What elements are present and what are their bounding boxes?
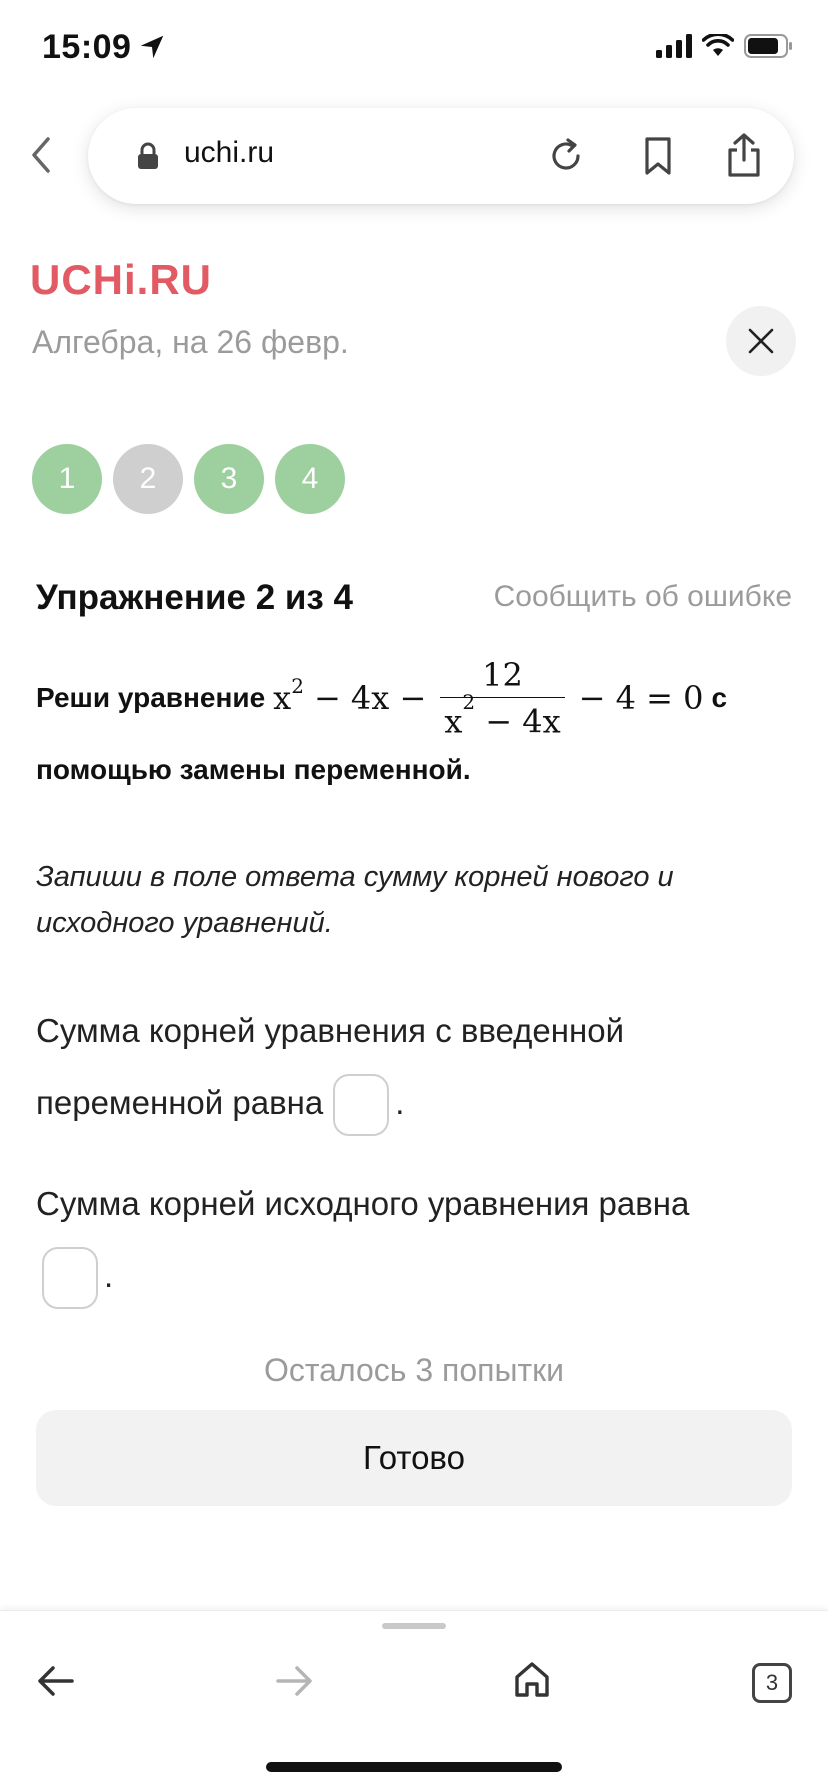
lesson-subtitle: Алгебра, на 26 февр. <box>32 324 349 360</box>
step-4[interactable]: 4 <box>275 444 345 514</box>
question-1 <box>36 995 796 1139</box>
back-arrow-icon[interactable] <box>36 1663 76 1699</box>
forward-arrow-icon[interactable] <box>274 1663 314 1699</box>
eq-tail: − 4 = 0 <box>578 679 704 717</box>
home-indicator <box>266 1762 562 1772</box>
attempts-left: Осталось 3 попытки <box>263 1352 565 1388</box>
share-icon[interactable] <box>724 132 764 178</box>
wifi-icon <box>702 34 734 58</box>
reload-icon[interactable] <box>546 136 586 176</box>
close-icon <box>746 326 776 356</box>
task-suffix: с <box>711 682 728 713</box>
eq-numerator: 12 <box>482 655 523 694</box>
status-indicators <box>656 34 792 58</box>
done-button[interactable]: Готово <box>36 1410 792 1506</box>
step-2[interactable]: 2 <box>113 444 183 514</box>
eq-minus-4x: − 4x − <box>313 679 427 717</box>
browser-back-icon[interactable] <box>26 135 56 175</box>
bookmark-icon[interactable] <box>640 136 676 176</box>
uchi-logo[interactable]: UCHi.RU <box>30 256 212 303</box>
step-3[interactable]: 3 <box>194 444 264 514</box>
question-2 <box>36 1168 796 1312</box>
url-text[interactable]: uchi.ru <box>184 136 275 169</box>
q1-text-a: Сумма корней уравнения с введенной <box>36 1012 625 1049</box>
q1-period: . <box>395 1084 405 1121</box>
task-statement <box>36 650 796 784</box>
home-icon[interactable] <box>512 1659 552 1699</box>
q2-period: . <box>104 1257 114 1294</box>
tabs-button[interactable]: 3 <box>752 1663 792 1703</box>
eq-denominator <box>440 689 564 741</box>
exercise-steps <box>32 444 345 514</box>
eq-x: x <box>273 679 292 717</box>
q2-text: Сумма корней исходного уравнения равна <box>36 1185 690 1222</box>
equation <box>273 655 704 741</box>
battery-icon <box>744 34 792 58</box>
eq-exp: 2 <box>291 674 304 698</box>
eq-den-rest: − 4x <box>485 702 561 741</box>
eq-den-x: x <box>444 702 463 741</box>
status-bar <box>0 0 828 100</box>
task-prefix: Реши уравнение <box>36 682 266 713</box>
address-bar[interactable] <box>88 108 794 204</box>
location-arrow-icon <box>137 32 167 62</box>
report-error-link[interactable]: Сообщить об ошибке <box>493 580 792 613</box>
eq-den-exp: 2 <box>462 689 476 714</box>
step-1[interactable]: 1 <box>32 444 102 514</box>
grab-handle[interactable] <box>382 1623 446 1629</box>
signal-icon <box>656 34 692 58</box>
q1-text-b: переменной равна <box>36 1084 324 1121</box>
exercise-title: Упражнение 2 из 4 <box>36 578 353 617</box>
lock-icon <box>136 142 160 170</box>
task-hint: Запиши в поле ответа сумму корней нового и исходного уравнений. <box>36 861 674 939</box>
close-button[interactable] <box>726 306 796 376</box>
answer-input-2[interactable] <box>42 1247 98 1309</box>
status-time: 15:09 <box>42 28 132 66</box>
eq-fraction <box>440 655 564 741</box>
task-line-2: помощью замены переменной. <box>36 754 471 785</box>
answer-input-1[interactable] <box>333 1074 389 1136</box>
